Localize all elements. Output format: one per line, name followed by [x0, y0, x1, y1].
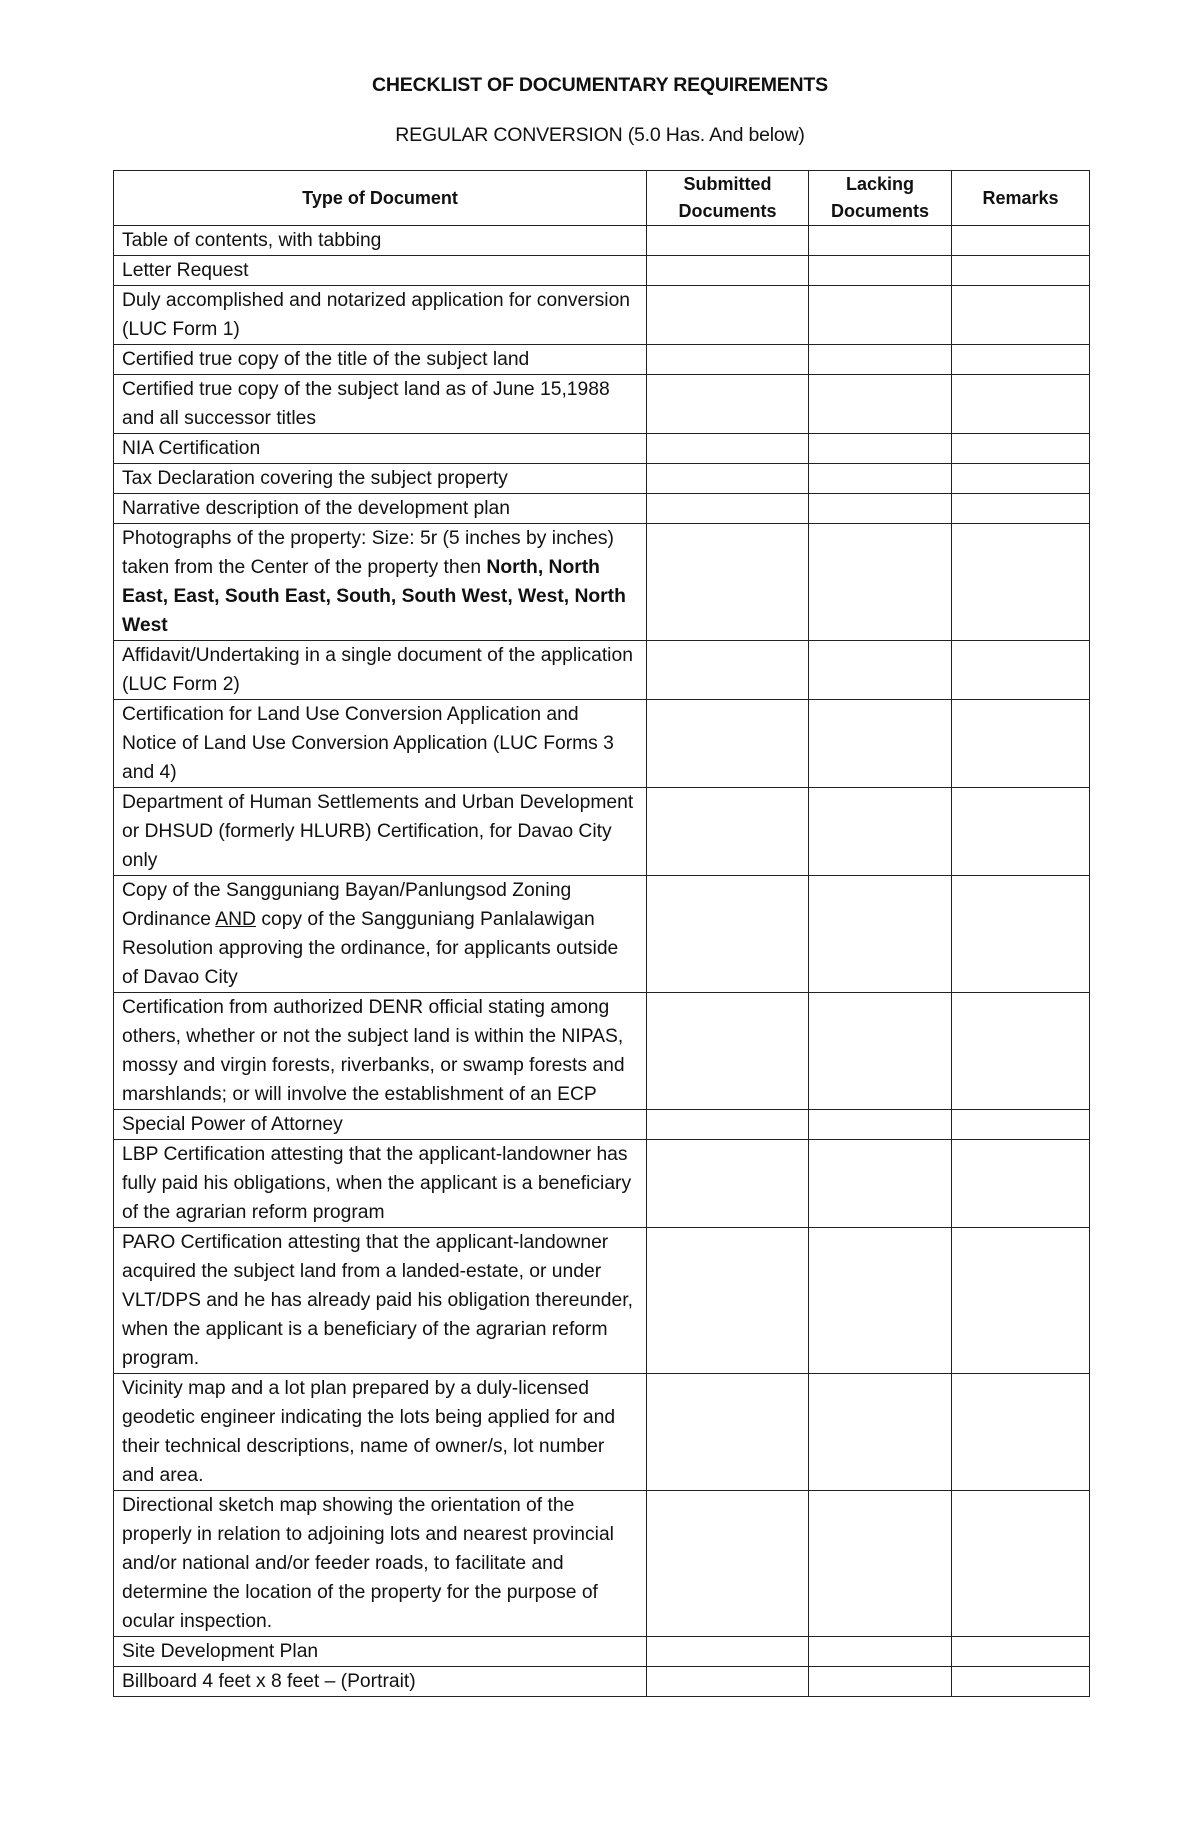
column-header-remarks: Remarks [952, 171, 1090, 226]
lacking-cell[interactable] [809, 876, 952, 993]
remarks-cell[interactable] [952, 434, 1090, 464]
table-row [114, 1637, 1090, 1667]
document-type-cell: Site Development Plan [114, 1637, 647, 1667]
column-header-submitted: Submitted Documents [647, 171, 809, 226]
remarks-cell[interactable] [952, 494, 1090, 524]
lacking-cell[interactable] [809, 494, 952, 524]
lacking-cell[interactable] [809, 464, 952, 494]
document-type-cell: Certification from authorized DENR official stating among others, whether or not the subject land is within the NIPAS, mossy and virgin forests, riverbanks, or swamp forests and marshlands; or will involve the establishment of an ECP [114, 993, 647, 1110]
submitted-cell[interactable] [647, 788, 809, 876]
table-row [114, 1491, 1090, 1637]
table-row [114, 1374, 1090, 1491]
lacking-cell[interactable] [809, 1637, 952, 1667]
document-subtitle: REGULAR CONVERSION (5.0 Has. And below) [395, 124, 805, 146]
table-row [114, 1140, 1090, 1228]
document-type-cell: Letter Request [114, 256, 647, 286]
remarks-cell[interactable] [952, 256, 1090, 286]
table-row [114, 641, 1090, 700]
table-row [114, 226, 1090, 256]
submitted-cell[interactable] [647, 641, 809, 700]
table-header-row [114, 171, 1090, 226]
lacking-cell[interactable] [809, 1491, 952, 1637]
table-row [114, 345, 1090, 375]
resolution-text: copy of the Sangguniang Panlalawigan Resolution approving the ordinance, for applicants outside of Davao City [122, 909, 619, 988]
lacking-cell[interactable] [809, 993, 952, 1110]
table-row [114, 1228, 1090, 1374]
column-header-type: Type of Document [114, 171, 647, 226]
lacking-cell[interactable] [809, 1228, 952, 1374]
remarks-cell[interactable] [952, 1140, 1090, 1228]
remarks-cell[interactable] [952, 524, 1090, 641]
remarks-cell[interactable] [952, 993, 1090, 1110]
submitted-cell[interactable] [647, 1374, 809, 1491]
lacking-cell[interactable] [809, 286, 952, 345]
lacking-cell[interactable] [809, 1140, 952, 1228]
remarks-cell[interactable] [952, 876, 1090, 993]
submitted-cell[interactable] [647, 434, 809, 464]
submitted-cell[interactable] [647, 524, 809, 641]
remarks-cell[interactable] [952, 226, 1090, 256]
table-row [114, 286, 1090, 345]
document-type-cell: Billboard 4 feet x 8 feet – (Portrait) [114, 1667, 647, 1697]
lacking-cell[interactable] [809, 256, 952, 286]
remarks-cell[interactable] [952, 1491, 1090, 1637]
submitted-cell[interactable] [647, 700, 809, 788]
photographs-text: Photographs of the property: Size: 5r (5 inches by inches) taken from the Center of the property then [122, 528, 614, 578]
document-type-cell: Tax Declaration covering the subject property [114, 464, 647, 494]
table-row [114, 1667, 1090, 1697]
table-row [114, 464, 1090, 494]
document-type-cell: Certified true copy of the subject land as of June 15,1988 and all successor titles [114, 375, 647, 434]
table-row [114, 700, 1090, 788]
remarks-cell[interactable] [952, 286, 1090, 345]
submitted-cell[interactable] [647, 286, 809, 345]
submitted-cell[interactable] [647, 1667, 809, 1697]
table-row [114, 524, 1090, 641]
document-type-cell: LBP Certification attesting that the applicant-landowner has fully paid his obligations, when the applicant is a beneficiary of the agrarian reform program [114, 1140, 647, 1228]
document-type-cell: Department of Human Settlements and Urban Development or DHSUD (formerly HLURB) Certification, for Davao City only [114, 788, 647, 876]
remarks-cell[interactable] [952, 345, 1090, 375]
table-row [114, 375, 1090, 434]
remarks-cell[interactable] [952, 788, 1090, 876]
submitted-cell[interactable] [647, 226, 809, 256]
remarks-cell[interactable] [952, 375, 1090, 434]
remarks-cell[interactable] [952, 1667, 1090, 1697]
table-row [114, 256, 1090, 286]
submitted-cell[interactable] [647, 993, 809, 1110]
submitted-cell[interactable] [647, 1228, 809, 1374]
remarks-cell[interactable] [952, 1110, 1090, 1140]
lacking-cell[interactable] [809, 788, 952, 876]
remarks-cell[interactable] [952, 700, 1090, 788]
table-row [114, 1110, 1090, 1140]
remarks-cell[interactable] [952, 1228, 1090, 1374]
document-type-cell [114, 876, 647, 993]
document-type-cell: Vicinity map and a lot plan prepared by a duly-licensed geodetic engineer indicating the lots being applied for and their technical descriptions, name of owner/s, lot number and area. [114, 1374, 647, 1491]
document-type-cell: NIA Certification [114, 434, 647, 464]
lacking-cell[interactable] [809, 375, 952, 434]
document-type-cell: Special Power of Attorney [114, 1110, 647, 1140]
document-type-cell: PARO Certification attesting that the applicant-landowner acquired the subject land from a landed-estate, or under VLT/DPS and he has already paid his obligation thereunder, when the applicant is a beneficiary of the agrarian reform program. [114, 1228, 647, 1374]
submitted-cell[interactable] [647, 1140, 809, 1228]
submitted-cell[interactable] [647, 375, 809, 434]
document-title: CHECKLIST OF DOCUMENTARY REQUIREMENTS [372, 74, 828, 96]
lacking-cell[interactable] [809, 1110, 952, 1140]
submitted-cell[interactable] [647, 464, 809, 494]
checklist-table [113, 170, 1090, 1697]
document-type-cell: Affidavit/Undertaking in a single document of the application (LUC Form 2) [114, 641, 647, 700]
lacking-cell[interactable] [809, 345, 952, 375]
lacking-cell[interactable] [809, 434, 952, 464]
submitted-cell[interactable] [647, 494, 809, 524]
remarks-cell[interactable] [952, 464, 1090, 494]
submitted-cell[interactable] [647, 345, 809, 375]
document-type-cell: Certified true copy of the title of the subject land [114, 345, 647, 375]
remarks-cell[interactable] [952, 641, 1090, 700]
document-type-cell: Narrative description of the development plan [114, 494, 647, 524]
submitted-cell[interactable] [647, 1110, 809, 1140]
submitted-cell[interactable] [647, 1491, 809, 1637]
document-type-cell: Duly accomplished and notarized application for conversion (LUC Form 1) [114, 286, 647, 345]
table-row [114, 876, 1090, 993]
document-type-cell: Directional sketch map showing the orientation of the properly in relation to adjoining lots and nearest provincial and/or national and/or feeder roads, to facilitate and determine the location of the property for the purpose of ocular inspection. [114, 1491, 647, 1637]
table-row [114, 494, 1090, 524]
remarks-cell[interactable] [952, 1637, 1090, 1667]
lacking-cell[interactable] [809, 1667, 952, 1697]
document-type-cell: Table of contents, with tabbing [114, 226, 647, 256]
lacking-cell[interactable] [809, 524, 952, 641]
submitted-cell[interactable] [647, 876, 809, 993]
submitted-cell[interactable] [647, 256, 809, 286]
table-row [114, 993, 1090, 1110]
photo-directions-text: North, North East, East, South East, South, South West, West, North West [122, 557, 626, 636]
submitted-cell[interactable] [647, 1637, 809, 1667]
and-emphasis: AND [215, 909, 256, 930]
lacking-cell[interactable] [809, 700, 952, 788]
zoning-ordinance-text: Copy of the Sangguniang Bayan/Panlungsod Zoning Ordinance [122, 880, 572, 930]
column-header-lacking: Lacking Documents [809, 171, 952, 226]
document-type-cell: Certification for Land Use Conversion Application and Notice of Land Use Conversion Application (LUC Forms 3 and 4) [114, 700, 647, 788]
lacking-cell[interactable] [809, 1374, 952, 1491]
table-row [114, 788, 1090, 876]
table-row [114, 434, 1090, 464]
remarks-cell[interactable] [952, 1374, 1090, 1491]
lacking-cell[interactable] [809, 641, 952, 700]
lacking-cell[interactable] [809, 226, 952, 256]
document-type-cell [114, 524, 647, 641]
